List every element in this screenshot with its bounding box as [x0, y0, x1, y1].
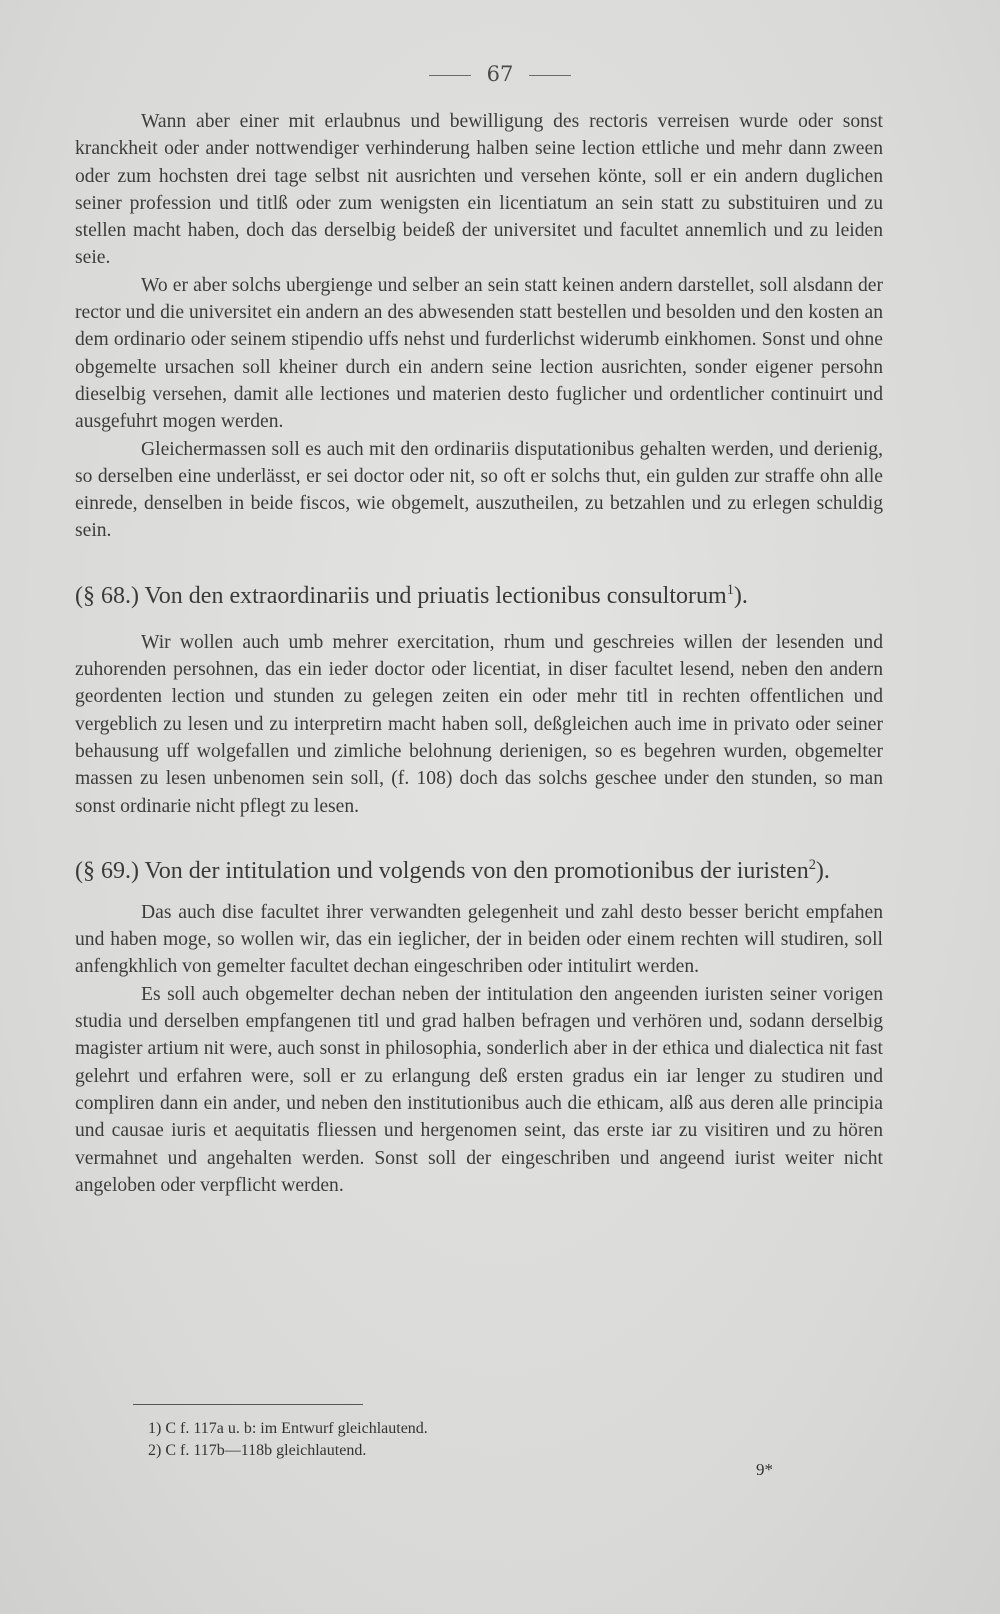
paragraph: Wo er aber solchs ubergienge und selber an sein statt keinen andern darstellet, soll alsdann der rector und die universitet ein andern an des abwesenden statt bestellen und besolden und den kosten an dem ordinario oder seinem stipendio uffs nehst und furderlichst widerumb einkhomen. Sonst und ohne obgemelte ursachen soll kheiner durch ein andern seine lection ausrichten, sonder eigener persohn dieselbig versehen, damit alle lectiones und materien desto fuglicher und ordentlicher continuirt und ausgefuhrt mogen werden.: [75, 274, 883, 433]
header-dash-right: [529, 75, 571, 76]
footnote: 1) C f. 117a u. b: im Entwurf gleichlautend.: [148, 1420, 428, 1437]
paragraph: Es soll auch obgemelter dechan neben der intitulation den angeenden iuristen seiner vorigen studia und derselben empfangenen titl und grad halben befragen und verhören und, sodann derselbig magister artium nit were, auch sonst in philosophia, sonderlich aber in der ethica und dialectica nit fast gelehrt und erfahren were, soll er zu erlangung deß ersten gradus ein iar lenger zu studiren und compliren dann ein ander, und neben den institutionibus auch die ethicam, alß aus deren alle principia und causae iuris et aequitatis fliessen und hergenomen seint, das erste iar zu visitiren und zu hören vermahnet und angehalten werden. Sonst soll der eingeschriben und angeend iurist weiter nicht angeloben oder verpflicht werden.: [75, 983, 883, 1196]
footnote-ref: 2: [808, 856, 816, 873]
footnotes: [148, 1418, 748, 1462]
page-header: [0, 62, 1000, 86]
page-number: 67: [486, 62, 514, 86]
footnote-ref: 1: [726, 581, 734, 598]
section-68-heading: (§ 68.) Von den extraordinariis und priuatis lectionibus consultorum$^1$).: [75, 581, 748, 609]
paragraph: Wir wollen auch umb mehrer exercitation, rhum und geschreies willen der lesenden und zuhorenden persohnen, das ein ieder doctor oder licentiat, in diser facultet lesend, neben den andern geordenten lection und stunden zu gelegen zeiten ein oder mehr titl in rechten offentlichen und vergeblich zu lesen und zu interpretirn macht haben soll, deßgleichen auch ime in privato oder seiner behausung uff wolgefallen und zimliche belohnung derienigen, so es begehren wurden, obgemelter massen zu lesen unbenomen sein soll, (f. 108) doch das solchs geschee under den stunden, so man sonst ordinarie nicht pflegt zu lesen.: [75, 631, 883, 817]
signature-mark: 9*: [756, 1460, 773, 1479]
paragraph: Wann aber einer mit erlaubnus und bewilligung des rectoris verreisen wurde oder sonst kranckheit oder ander nottwendiger verhinderung halben seine lection ettliche und mehr dann zween oder zum hochsten drei tage selbst nit ausrichten und versehen könte, soll er ein andern duglichen seiner profession und titlß oder zum wenigsten ein licentiatum an sein statt zu substituiren und zu stellen macht haben, doch das derselbig beideß der universitet und facultet annemlich und zu leiden seie.: [75, 111, 883, 269]
header-dash-left: [429, 75, 471, 76]
main-text: [75, 108, 883, 1199]
paragraph: Das auch dise facultet ihrer verwandten gelegenheit und zahl desto besser bericht empfahen und haben moge, so wollen wir, das ein ieglicher, der in beiden oder einem rechten will studiren, soll anfengkhlich von gemelter facultet dechan eingeschriben oder intitulirt werden.: [75, 901, 883, 978]
footnote: 2) C f. 117b—118b gleichlautend.: [148, 1442, 367, 1459]
section-69-heading: (§ 69.) Von der intitulation und volgends von den promotionibus der iuristen$^2$).: [75, 856, 830, 884]
paragraph: Gleichermassen soll es auch mit den ordinariis disputationibus gehalten werden, und derienig, so derselben eine underlässt, er sei doctor oder nit, so oft er solchs thut, ein gulden zur straffe ohn alle einrede, denselben in beide fiscos, wie obgemelt, auszutheilen, zu betzahlen und zu erlegen schuldig sein.: [75, 438, 883, 542]
footnote-rule: [133, 1404, 363, 1405]
